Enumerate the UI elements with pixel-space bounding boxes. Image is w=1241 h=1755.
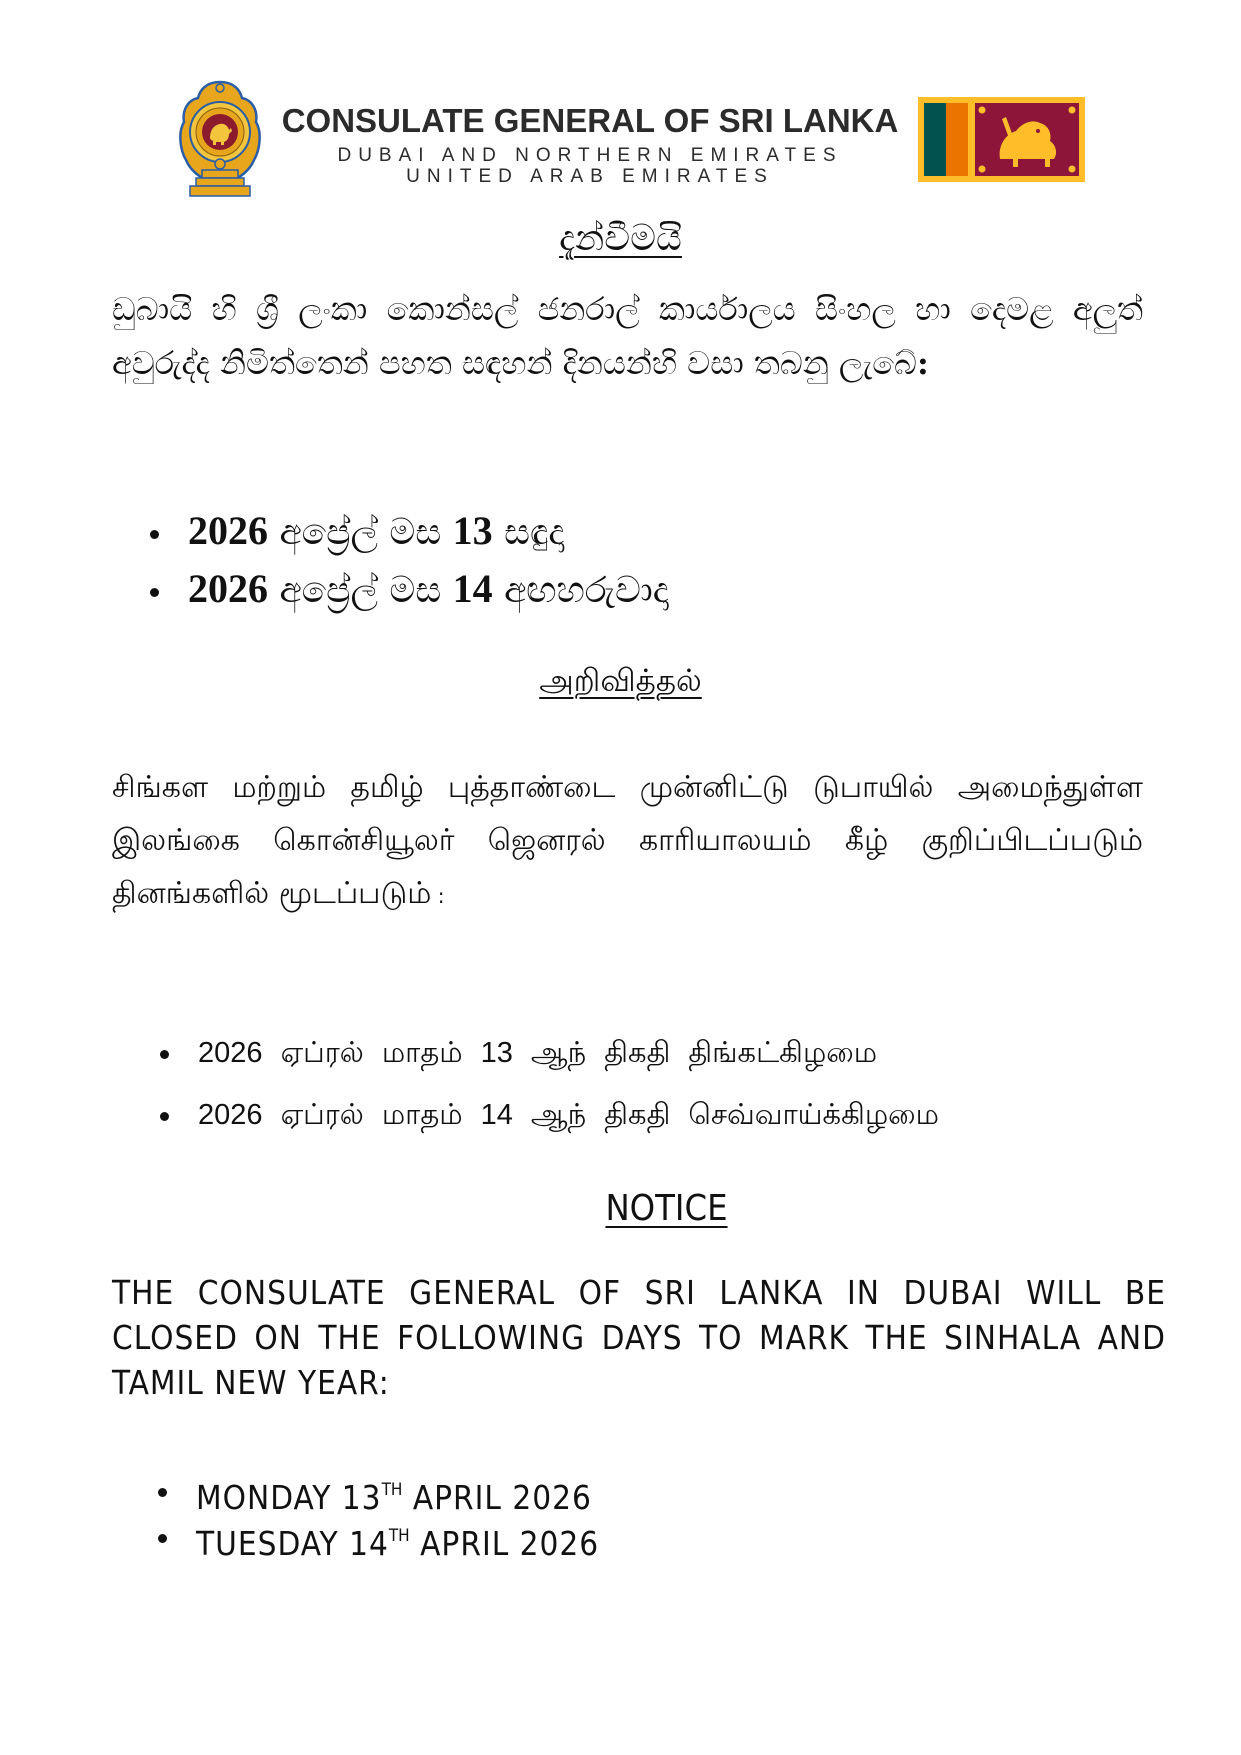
list-item: 2026 ஏப்ரல் மாதம் 14 ஆந் திகதி செவ்வாய்க்கிழமை (160, 1092, 939, 1154)
sinhala-paragraph-text: ඩුබායි හි ශ්‍රී ලංකා කොන්සල් ජනරාල් කාර්යාලය සිංහල හා දෙමළ අලුත් අවුරුද්ද නිමිත්තෙන් පහත සඳහන් දිනයන්හි වසා තබනු ලැබේ (112, 290, 1143, 382)
list-item (150, 560, 669, 618)
weekday: සඳුදා (504, 512, 565, 553)
consulate-subtitle-line1: DUBAI AND NORTHERN EMIRATES (337, 145, 843, 166)
sinhala-paragraph (112, 282, 1143, 390)
consulate-name: CONSULATE GENERAL OF SRI LANKA (281, 102, 899, 139)
month: අප්‍රේල් මස (279, 512, 442, 553)
sri-lanka-flag-icon (918, 97, 1085, 182)
list-item (150, 502, 669, 560)
weekday: TUESDAY (196, 1524, 350, 1563)
list-item: 2026 ஏப்ரல் மாதம் 13 ஆந் திகதி திங்கட்கிழமை (160, 1030, 939, 1092)
list-item (158, 1468, 599, 1517)
tamil-paragraph (112, 761, 1143, 923)
list-item (158, 1514, 600, 1563)
day: 13 (452, 508, 493, 553)
weekday: MONDAY (196, 1478, 342, 1517)
tamil-heading: அறிவித்தல் (539, 663, 702, 699)
tamil-paragraph-colon: : (431, 884, 445, 908)
sinhala-heading: දැන්වීමයි (559, 218, 682, 259)
year: 2026 (188, 508, 268, 553)
month-year: APRIL 2026 (402, 1478, 592, 1517)
day: 13 (341, 1478, 382, 1517)
sinhala-date-list (150, 502, 669, 618)
sri-lanka-emblem-icon (176, 78, 264, 204)
consulate-subtitle-line2: UNITED ARAB EMIRATES (406, 166, 774, 187)
english-date-list (158, 1468, 600, 1563)
tamil-date-list (160, 1030, 939, 1154)
year: 2026 (188, 566, 268, 611)
sinhala-paragraph-colon: : (916, 344, 929, 382)
month: අප්‍රේල් මස (279, 570, 442, 611)
month-year: APRIL 2026 (409, 1524, 600, 1563)
day: 14 (452, 566, 493, 611)
english-heading: NOTICE (605, 1188, 728, 1229)
weekday: අඟහරුවාදා (504, 570, 669, 611)
day-suffix: TH (388, 1526, 410, 1546)
tamil-paragraph-text: சிங்கள மற்றும் தமிழ் புத்தாண்டை முன்னிட்டு டுபாயில் அமைந்துள்ள இலங்கை கொன்சியூலர் ஜெனரல் காரியாலயம் கீழ் குறிப்பிடப்படும் தினங்களில் மூடப்படும் (112, 770, 1143, 911)
day: 14 (349, 1524, 389, 1563)
english-paragraph: THE CONSULATE GENERAL OF SRI LANKA IN DUBAI WILL BE CLOSED ON THE FOLLOWING DAYS TO MARK THE SINHALA AND TAMIL NEW YEAR: (112, 1273, 1166, 1402)
day-suffix: TH (381, 1480, 403, 1500)
